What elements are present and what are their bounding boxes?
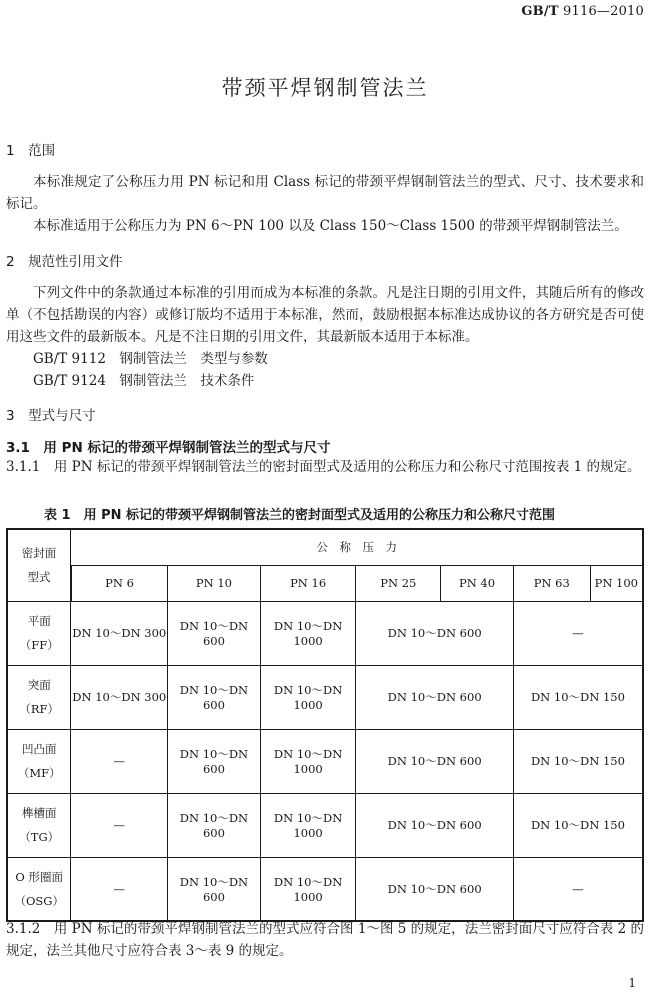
range-cell: DN 10～DN 150 [513,793,643,857]
range-cell: DN 10～DN 600 [356,793,513,857]
range-cell: — [513,857,643,921]
header-pn: PN 16 [260,565,356,601]
header-pn: PN 40 [441,565,514,601]
range-cell: DN 10～DN 600 [168,857,261,921]
section-3-heading: 3 型式与尺寸 [6,408,96,424]
range-cell: DN 10～DN 600 [356,601,513,665]
section-2-heading: 2 规范性引用文件 [6,254,123,270]
reference-item: GB/T 9124 钢制管法兰 技术条件 [33,373,255,389]
range-cell: DN 10～DN 300 [71,665,168,729]
table-row [7,601,643,665]
range-cell: DN 10～DN 600 [168,601,261,665]
seal-type-cell: 突面 （RF） [7,665,71,729]
section-2-paragraph: 下列文件中的条款通过本标准的引用而成为本标准的条款。凡是注日期的引用文件，其随后所有的修改单（不包括勘误的内容）或修订版均不适用于本标准，然而，鼓励根据本标准达成协议的各方研究是否可使用这些文件的最新版本。凡是不注日期的引用文件，其最新版本适用于本标准。 [6,285,644,345]
section-1-heading: 1 范围 [6,143,56,159]
range-cell: DN 10～DN 1000 [260,729,356,793]
header-pn: PN 10 [168,565,261,601]
reference-item: GB/T 9112 钢制管法兰 类型与参数 [33,351,268,367]
seal-type-cell: O 形圈面 （OSG） [7,857,71,921]
range-cell: DN 10～DN 300 [71,601,168,665]
range-cell: DN 10～DN 1000 [260,665,356,729]
table-row [7,793,643,857]
document-title: 带颈平焊钢制管法兰 [221,76,429,100]
standard-code: GB/T 9116—2010 [521,4,644,19]
range-cell: DN 10～DN 600 [168,665,261,729]
seal-type-cell: 榫槽面 （TG） [7,793,71,857]
range-cell: DN 10～DN 600 [356,729,513,793]
range-cell: DN 10～DN 600 [356,665,513,729]
range-cell: DN 10～DN 600 [168,729,261,793]
clause-3-1-2: 3.1.2 用 PN 标记的带颈平焊钢制管法兰的型式应符合图 1～图 5 的规定，法兰密封面尺寸应符合表 2 的规定，法兰其他尺寸应符合表 3～表 9 的规定。 [6,921,644,959]
header-pn: PN 6 [71,565,168,601]
range-cell: — [71,793,168,857]
range-cell: DN 10～DN 600 [356,857,513,921]
range-cell: — [71,857,168,921]
clause-3-1-1: 3.1.1 用 PN 标记的带颈平焊钢制管法兰的密封面型式及适用的公称压力和公称尺寸范围按表 1 的规定。 [6,459,641,475]
table-1 [6,528,644,922]
section-1-paragraph-1: 本标准规定了公称压力用 PN 标记和用 Class 标记的带颈平焊钢制管法兰的型式、尺寸、技术要求和标记。 [6,174,644,212]
range-cell: DN 10～DN 1000 [260,793,356,857]
clause-3-1-heading: 3.1 用 PN 标记的带颈平焊钢制管法兰的型式与尺寸 [6,440,331,456]
range-cell: DN 10～DN 1000 [260,601,356,665]
table-row [7,729,643,793]
range-cell: DN 10～DN 1000 [260,857,356,921]
table-row [7,665,643,729]
range-cell: DN 10～DN 600 [168,793,261,857]
range-cell: — [513,601,643,665]
range-cell: DN 10～DN 150 [513,665,643,729]
table-row [7,857,643,921]
seal-type-cell: 平面 （FF） [7,601,71,665]
range-cell: — [71,729,168,793]
table-1-caption: 表 1 用 PN 标记的带颈平焊钢制管法兰的密封面型式及适用的公称压力和公称尺寸范围 [44,508,556,523]
range-cell: DN 10～DN 150 [513,729,643,793]
header-pn: PN 25 [356,565,441,601]
page-number: 1 [628,976,636,990]
header-pn: PN 100 [590,565,643,601]
seal-type-cell: 凹凸面 （MF） [7,729,71,793]
header-nominal-pressure: 公 称 压 力 [71,529,643,565]
header-pn: PN 63 [513,565,590,601]
section-1-paragraph-2: 本标准适用于公称压力为 PN 6～PN 100 以及 Class 150～Class 1500 的带颈平焊钢制管法兰。 [33,218,628,234]
header-seal-type: 密封面 型式 [7,529,71,601]
